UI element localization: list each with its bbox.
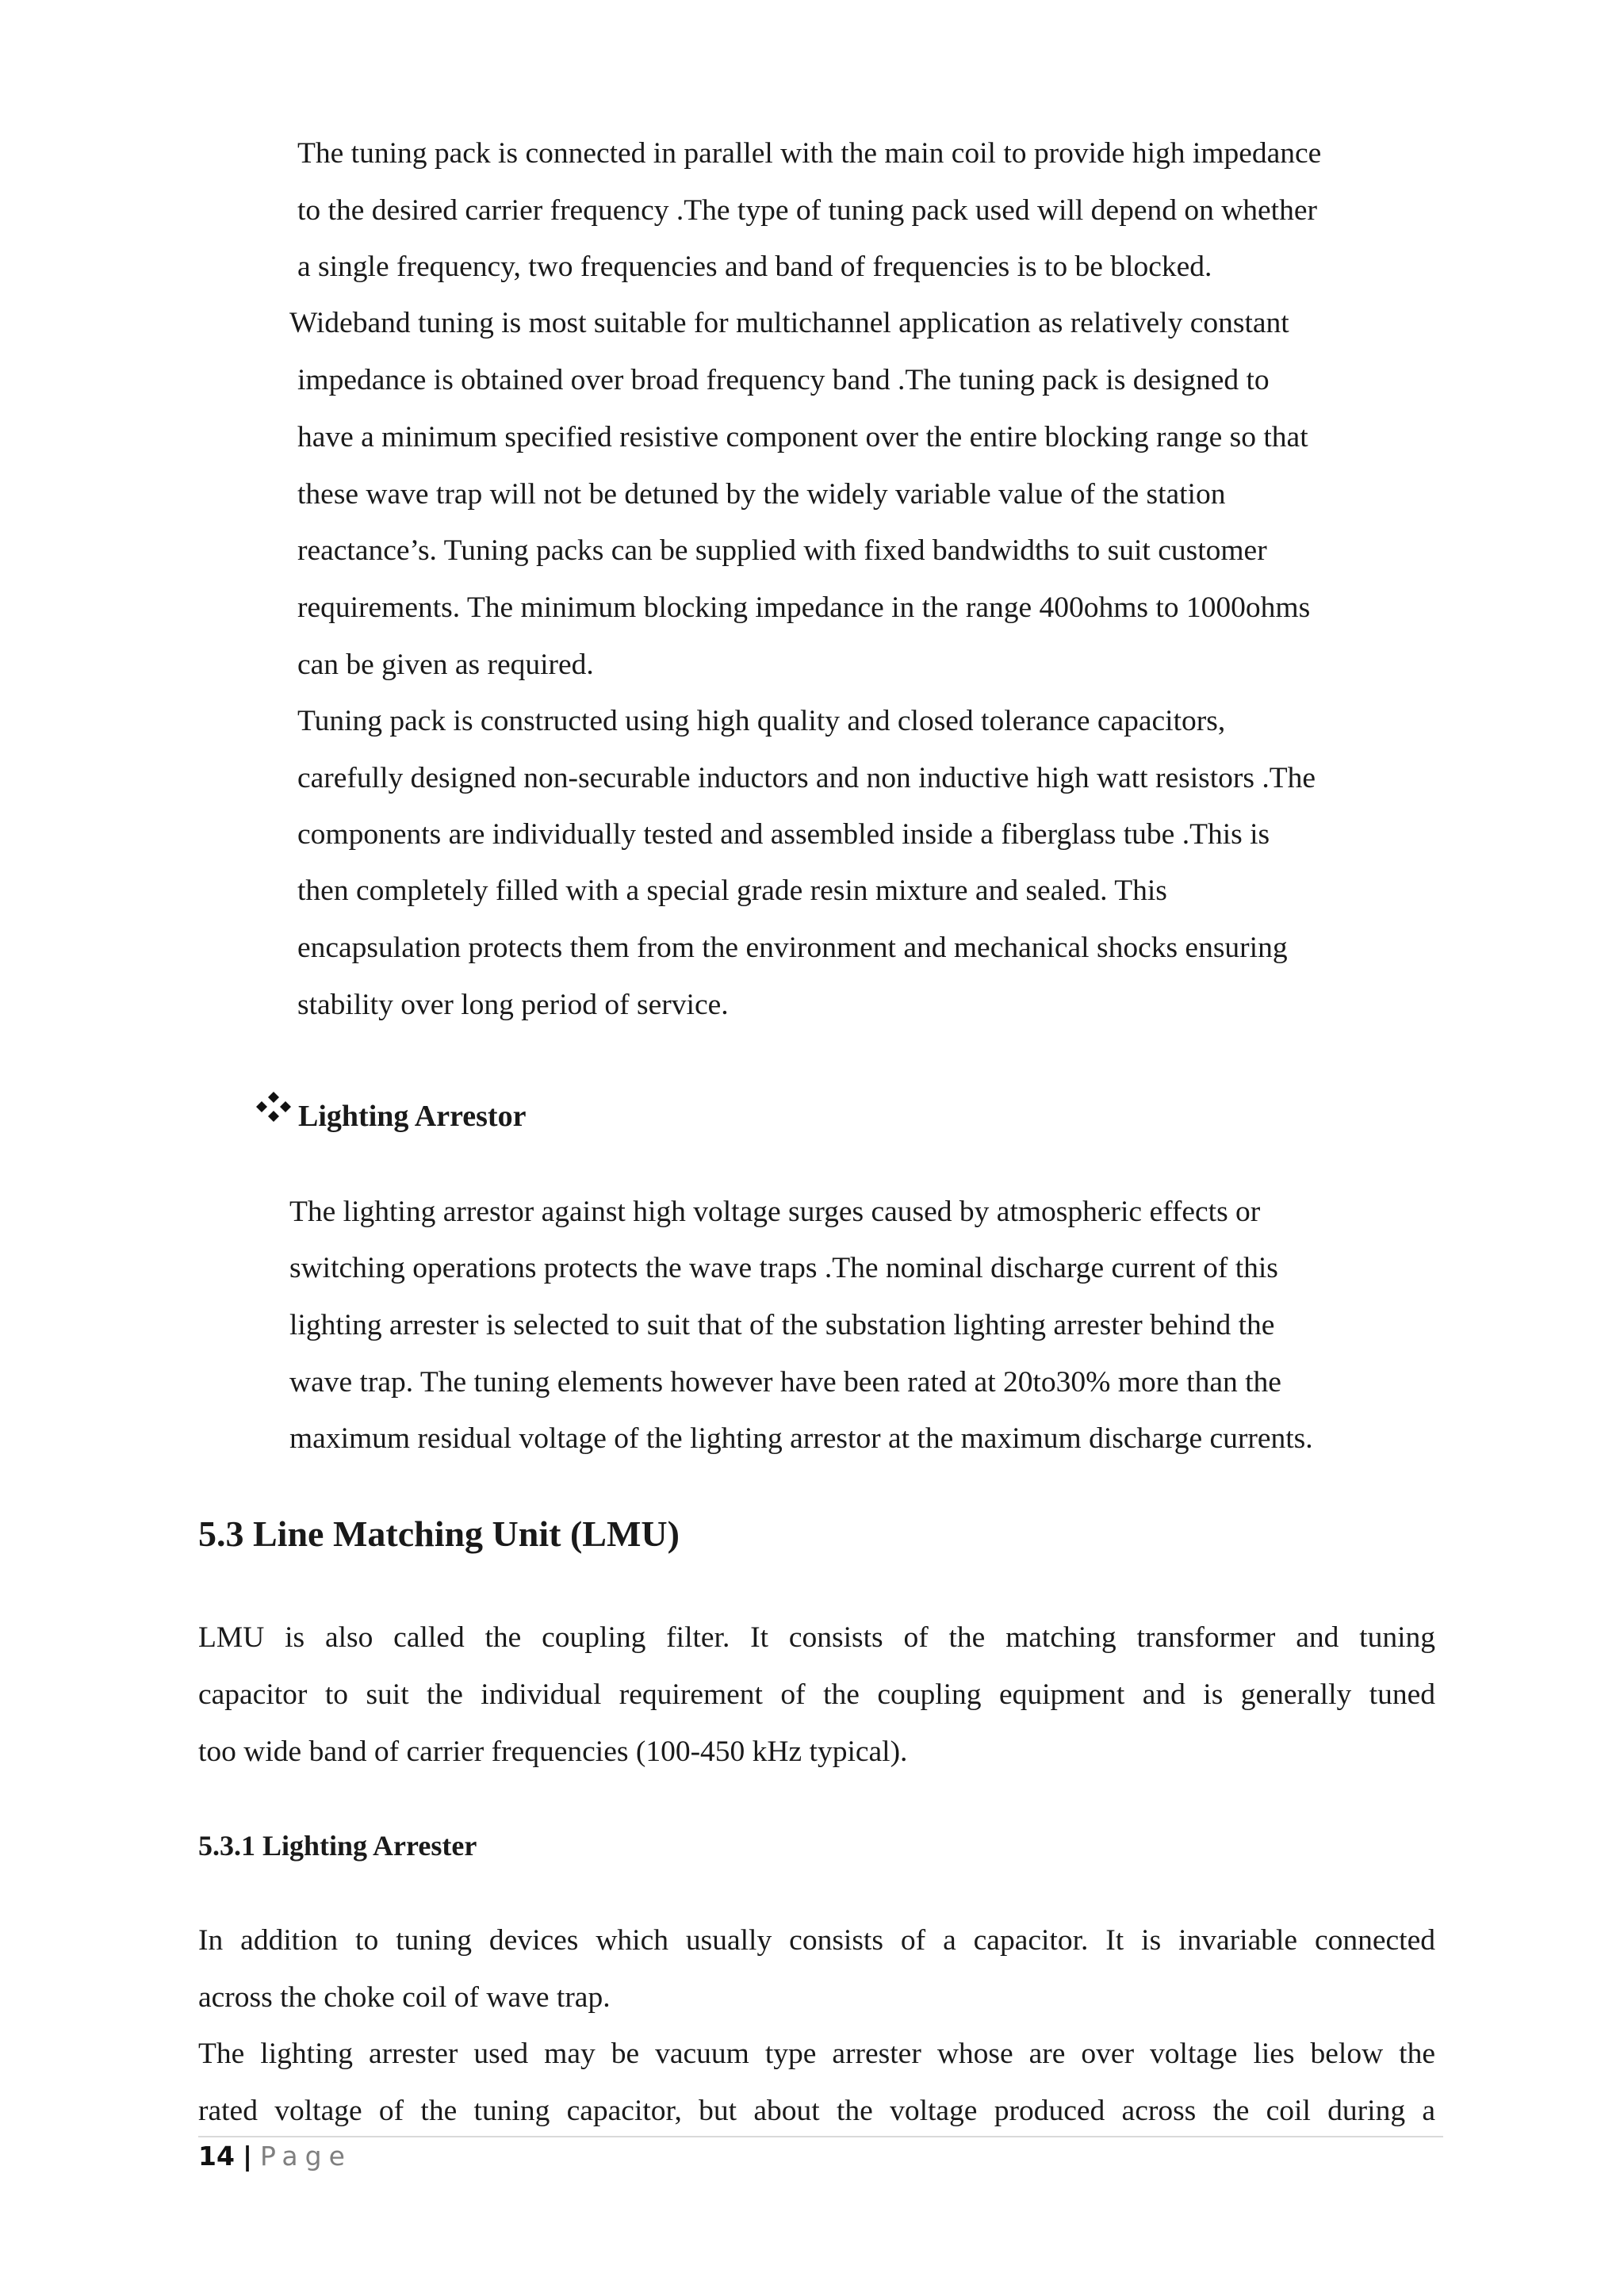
- body-text-line: reactance’s. Tuning packs can be supplied with fixed bandwidths to suit customer: [297, 534, 1267, 567]
- body-text-line: rated voltage of the tuning capacitor, but about the voltage produced across the coil during a: [198, 2095, 1435, 2127]
- body-text-line: across the choke coil of wave trap.: [198, 1981, 611, 2014]
- body-text-line: components are individually tested and assembled inside a fiberglass tube .This is: [297, 818, 1270, 851]
- body-text-line: impedance is obtained over broad frequency band .The tuning pack is designed to: [297, 364, 1270, 396]
- body-text-line: Tuning pack is constructed using high quality and closed tolerance capacitors,: [297, 705, 1226, 737]
- body-text-line: then completely filled with a special grade resin mixture and sealed. This: [297, 874, 1167, 907]
- body-text-line: The lighting arrestor against high voltage surges caused by atmospheric effects or: [289, 1196, 1261, 1228]
- body-text-line: Wideband tuning is most suitable for multichannel application as relatively constant: [289, 307, 1289, 339]
- body-text-line: to the desired carrier frequency .The type of tuning pack used will depend on whether: [297, 194, 1317, 227]
- page-number: 14: [198, 2141, 235, 2172]
- body-text-line: have a minimum specified resistive component over the entire blocking range so that: [297, 421, 1308, 453]
- body-text-line: a single frequency, two frequencies and band of frequencies is to be blocked.: [297, 251, 1212, 283]
- body-text-line: requirements. The minimum blocking impedance in the range 400ohms to 1000ohms: [297, 591, 1311, 624]
- body-text-line: too wide band of carrier frequencies (100-450 kHz typical).: [198, 1735, 908, 1768]
- body-text-line: LMU is also called the coupling filter. It consists of the matching transformer and tuning: [198, 1621, 1435, 1654]
- body-text-line: these wave trap will not be detuned by the widely variable value of the station: [297, 478, 1226, 511]
- body-text-line: switching operations protects the wave traps .The nominal discharge current of this: [289, 1252, 1278, 1284]
- body-text-line: capacitor to suit the individual requirement of the coupling equipment and is generally tuned: [198, 1678, 1435, 1711]
- bullet-heading: [255, 1094, 526, 1135]
- subsection-heading: 5.3.1 Lighting Arrester: [198, 1830, 477, 1862]
- body-text-line: encapsulation protects them from the environment and mechanical shocks ensuring: [297, 932, 1288, 964]
- body-text-line: maximum residual voltage of the lighting arrestor at the maximum discharge currents.: [289, 1422, 1313, 1455]
- footer-separator: |: [242, 2141, 252, 2172]
- diamond-bullet-icon: [255, 1091, 298, 1132]
- body-text-line: In addition to tuning devices which usually consists of a capacitor. It is invariable connected: [198, 1924, 1435, 1957]
- body-text-line: stability over long period of service.: [297, 989, 729, 1021]
- section-heading-text: Lighting Arrestor: [298, 1100, 527, 1133]
- page-label: Page: [260, 2141, 352, 2172]
- body-text-line: The lighting arrester used may be vacuum type arrester whose are over voltage lies below the: [198, 2038, 1435, 2070]
- page-footer: [198, 2139, 352, 2174]
- body-text-line: carefully designed non-securable inductors and non inductive high watt resistors .The: [297, 762, 1316, 794]
- body-text-line: wave trap. The tuning elements however have been rated at 20to30% more than the: [289, 1366, 1281, 1399]
- body-text-line: lighting arrester is selected to suit that of the substation lighting arrester behind the: [289, 1309, 1275, 1341]
- footer-divider: [198, 2136, 1443, 2137]
- body-text-line: can be given as required.: [297, 649, 594, 681]
- body-text-line: The tuning pack is connected in parallel with the main coil to provide high impedance: [297, 137, 1322, 170]
- section-heading: 5.3 Line Matching Unit (LMU): [198, 1513, 680, 1554]
